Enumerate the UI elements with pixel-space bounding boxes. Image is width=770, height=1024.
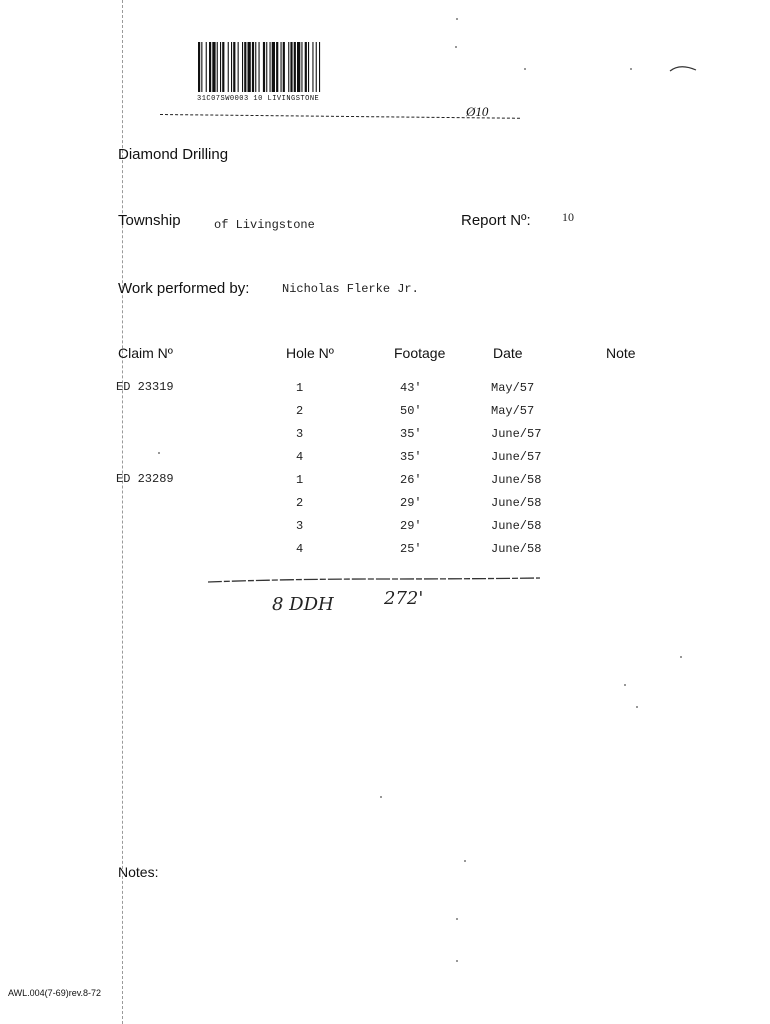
- cell-hole: 3: [296, 519, 304, 533]
- column-header-hole: Hole Nº: [286, 345, 334, 361]
- work-performed-label: Work performed by:: [118, 280, 250, 297]
- scan-speck: [680, 656, 682, 658]
- cell-hole: 3: [296, 427, 304, 441]
- cell-claim: ED 23319: [116, 380, 174, 394]
- scan-speck: [456, 918, 458, 920]
- total-footage: 272': [384, 588, 424, 609]
- cell-date: June/58: [491, 473, 542, 487]
- report-number-value: 10: [562, 210, 574, 224]
- form-identifier: AWL.004(7-69)rev.8-72: [8, 988, 102, 998]
- document-title: Diamond Drilling: [118, 146, 229, 163]
- page-code: Ø10: [466, 104, 489, 119]
- barcode-caption: 31C07SW0003 10 LIVINGSTONE: [197, 95, 320, 103]
- scan-speck: [524, 68, 526, 70]
- scan-speck: [456, 18, 458, 20]
- cell-footage: 29': [400, 496, 422, 510]
- cell-footage: 35': [400, 450, 422, 464]
- scan-speck: [455, 46, 457, 48]
- cell-date: June/57: [491, 427, 542, 441]
- cell-hole: 2: [296, 496, 304, 510]
- cell-hole: 4: [296, 450, 304, 464]
- scan-speck: [456, 960, 458, 962]
- cell-date: June/58: [491, 496, 542, 510]
- cell-date: June/58: [491, 542, 542, 556]
- scan-speck: [158, 452, 160, 454]
- cell-hole: 1: [296, 381, 304, 395]
- cell-claim: ED 23289: [116, 472, 174, 486]
- cell-footage: 50': [400, 404, 422, 418]
- cell-hole: 1: [296, 473, 304, 487]
- scan-speck: [630, 68, 632, 70]
- cell-date: June/58: [491, 519, 542, 533]
- column-header-date: Date: [493, 345, 523, 361]
- corner-mark: [668, 62, 698, 74]
- cell-hole: 2: [296, 404, 304, 418]
- scan-speck: [636, 706, 638, 708]
- township-label: Township: [118, 212, 181, 229]
- scan-speck: [624, 684, 626, 686]
- column-header-note: Note: [606, 345, 636, 361]
- notes-label: Notes:: [118, 864, 159, 880]
- scan-speck: [464, 860, 466, 862]
- cell-date: June/57: [491, 450, 542, 464]
- cell-footage: 26': [400, 473, 422, 487]
- barcode: [196, 40, 416, 98]
- cell-hole: 4: [296, 542, 304, 556]
- cell-footage: 43': [400, 381, 422, 395]
- report-number-label: Report Nº:: [461, 212, 531, 229]
- township-value: of Livingstone: [214, 218, 315, 232]
- cell-date: May/57: [491, 404, 535, 418]
- cell-footage: 25': [400, 542, 422, 556]
- cell-footage: 29': [400, 519, 422, 533]
- total-holes: 8 DDH: [272, 594, 334, 615]
- cell-footage: 35': [400, 427, 422, 441]
- scan-speck: [380, 796, 382, 798]
- cell-date: May/57: [491, 381, 535, 395]
- work-performed-value: Nicholas Flerke Jr.: [282, 282, 419, 296]
- column-header-footage: Footage: [394, 345, 446, 361]
- column-header-claim: Claim Nº: [118, 345, 173, 361]
- handwritten-total-rule: [208, 576, 540, 584]
